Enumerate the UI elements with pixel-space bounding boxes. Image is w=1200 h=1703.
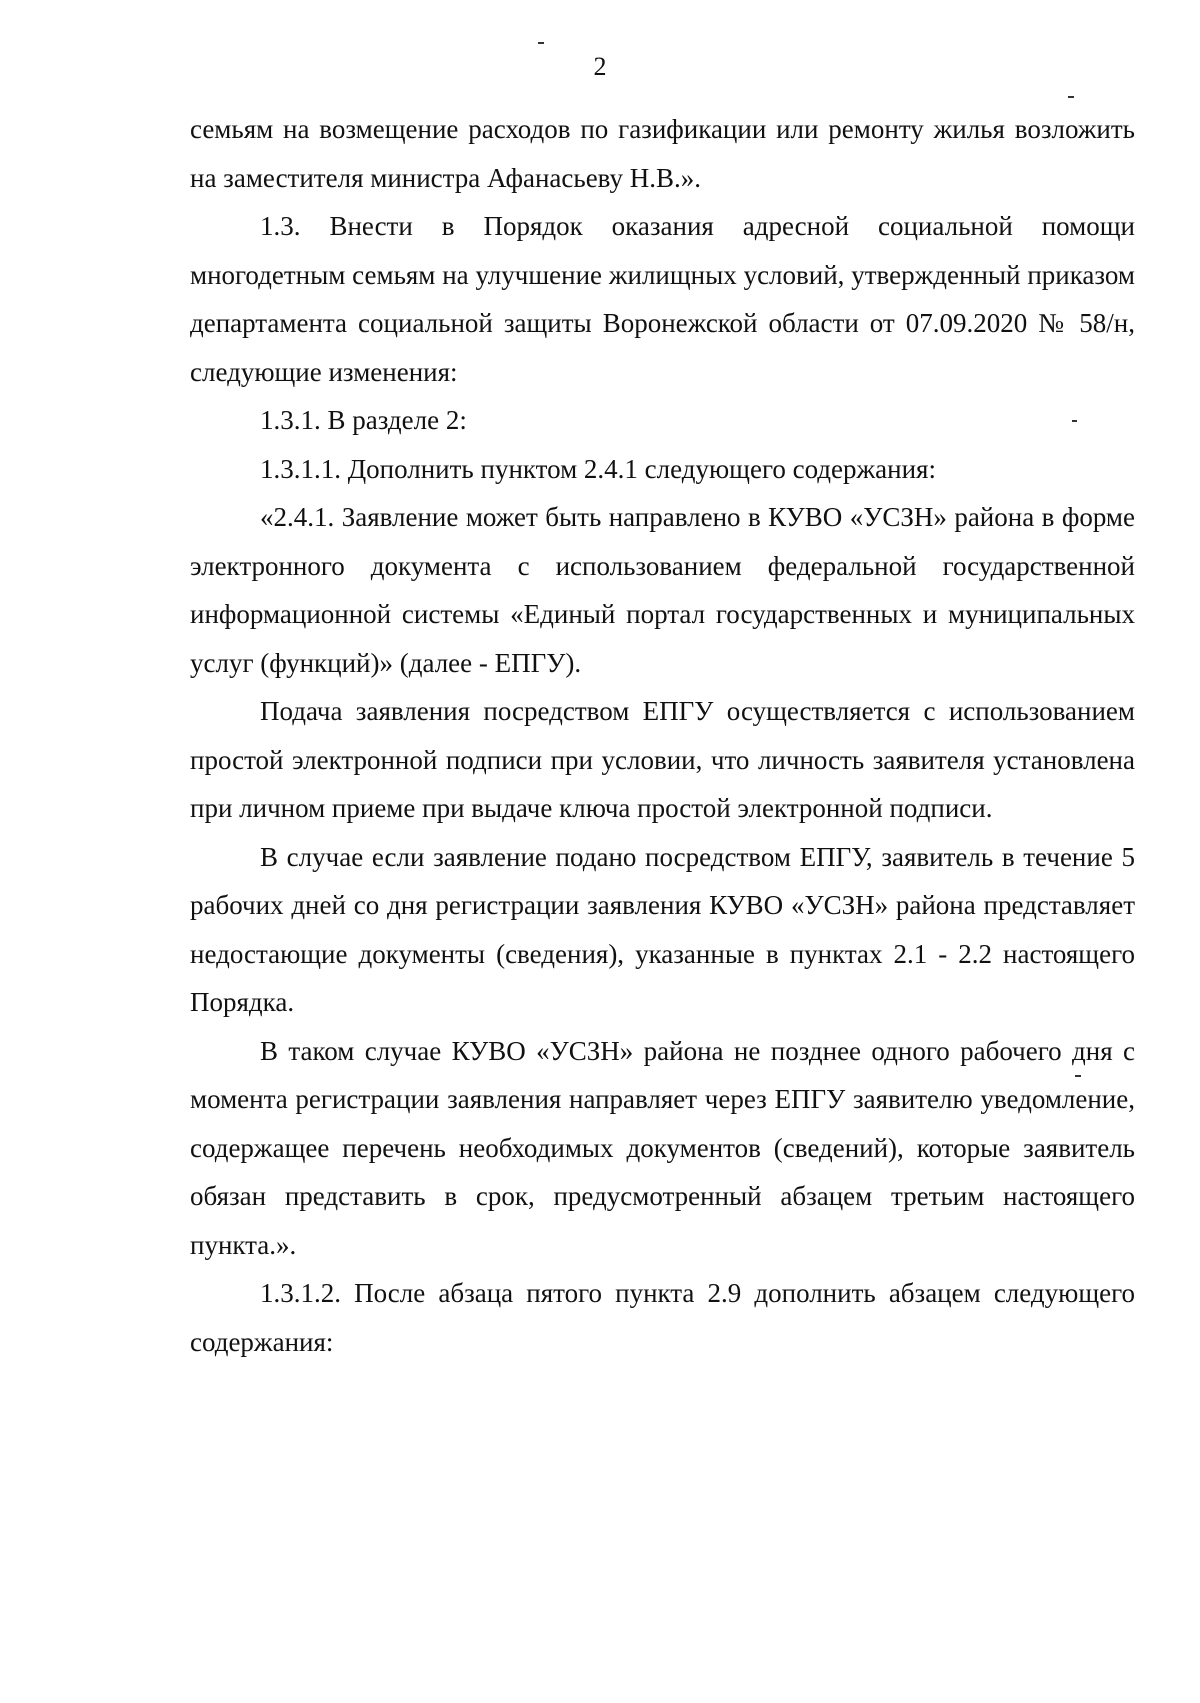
paragraph-item-1-3-1-1: 1.3.1.1. Дополнить пунктом 2.4.1 следующего содержания: [260, 453, 936, 484]
scan-artifact [538, 42, 544, 44]
paragraph-notification: В таком случае КУВО «УСЗН» района не позднее одного рабочего дня с момента регистрации заявления направляет через ЕПГУ заявителю уведомление, содержащее перечень необходимых документов (сведений), которые заявитель обязан представить в срок, предусмотренный абзацем третьим настоящего пункта.». [190, 1035, 1135, 1260]
scan-artifact [1068, 96, 1074, 98]
paragraph-missing-documents: В случае если заявление подано посредством ЕПГУ, заявитель в течение 5 рабочих дней со дня регистрации заявления КУВО «УСЗН» района представляет недостающие документы (сведения), указанные в пунктах 2.1 - 2.2 настоящего Порядка. [190, 841, 1135, 1017]
paragraph-signature-condition: Подача заявления посредством ЕПГУ осуществляется с использованием простой электронной подписи при условии, что личность заявителя установлена при личном приеме при выдаче ключа простой электронной подписи. [190, 696, 1135, 823]
paragraph-item-1-3-1-2: 1.3.1.2. После абзаца пятого пункта 2.9 дополнить абзацем следующего содержания: [190, 1278, 1135, 1357]
paragraph-continuation: семьям на возмещение расходов по газификации или ремонту жилья возложить на заместителя министра Афанасьеву Н.В.». [190, 114, 1135, 193]
paragraph-item-1-3: 1.3. Внести в Порядок оказания адресной социальной помощи многодетным семьям на улучшение жилищных условий, утвержденный приказом департамента социальной защиты Воронежской области от 07.09.2020 № 58/н, следующие изменения: [190, 211, 1135, 387]
page-number: 2 [593, 52, 607, 81]
document-body [190, 105, 1135, 1366]
paragraph-item-2-4-1: «2.4.1. Заявление может быть направлено в КУВО «УСЗН» района в форме электронного документа с использованием федеральной государственной информационной системы «Единый портал государственных и муниципальных услуг (функций)» (далее - ЕПГУ). [190, 502, 1135, 678]
paragraph-item-1-3-1: 1.3.1. В разделе 2: [260, 405, 467, 435]
